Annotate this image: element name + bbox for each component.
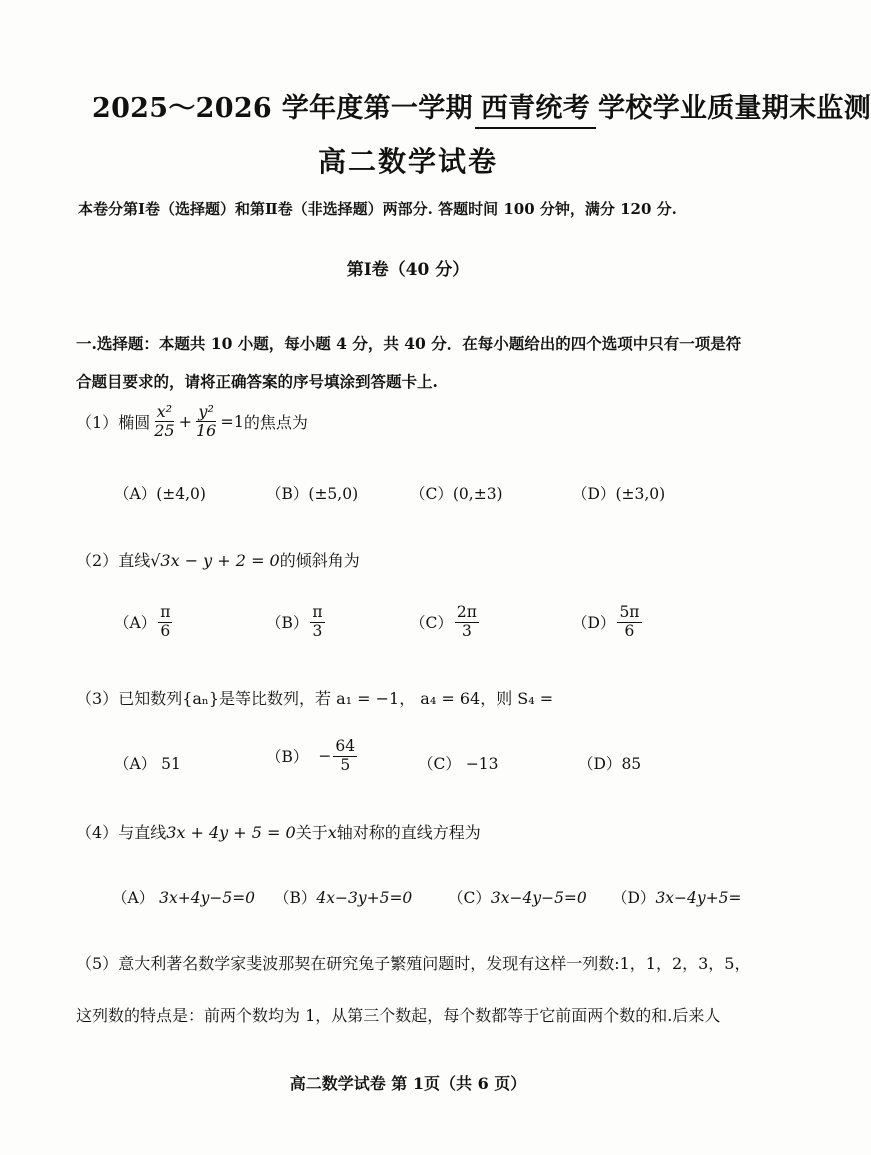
q4-expression: 3x + 4y + 5 = 0: [166, 823, 296, 842]
q3-option-c: （C） −13: [418, 755, 499, 773]
question-2: [76, 548, 360, 571]
q1-frac1-den: 25: [154, 421, 175, 441]
question-4: [76, 820, 481, 843]
q4-option-d: （D）3x−4y+5=: [612, 889, 742, 907]
q4-option-b: （B）4x−3y+5=0: [274, 889, 413, 907]
q1-fraction-x: [152, 403, 176, 441]
q1-fraction-y: [194, 403, 218, 441]
q2-option-c: （C） $\frac{2\pi}{3}$: [410, 603, 477, 640]
q3-option-a: （A） 51: [114, 755, 181, 773]
q4-axis: x: [327, 823, 337, 842]
q4-option-a: （A） 3x+4y−5=0: [112, 889, 256, 907]
q2-prefix: 直线: [118, 551, 151, 570]
title-suffix: 学校学业质量期末监测: [598, 93, 871, 124]
page-footer: 高二数学试卷 第 1页（共 6 页）: [289, 1074, 527, 1093]
exam-title: [92, 86, 871, 129]
exam-subtitle: 高二数学试卷: [317, 145, 498, 178]
title-prefix: 2025～2026 学年度第一学期: [92, 93, 473, 124]
q2-option-a: （A） $\frac{\pi}{6}$: [114, 603, 171, 640]
q1-option-b: （B）(±5,0): [266, 485, 359, 503]
q3-text: 已知数列{aₙ}是等比数列，若 a₁ = −1， a₄ = 64，则 S₄ =: [118, 689, 554, 708]
section1-line1: 一.选择题：本题共 10 小题，每小题 4 分，共 40 分．在每小题给出的四个选项中只有一项是符: [76, 334, 742, 353]
q1-prefix: 椭圆: [118, 413, 151, 433]
q1-plus: +: [178, 412, 192, 432]
q4-prefix: 与直线: [118, 823, 167, 842]
q2-option-b: （B） $\frac{\pi}{3}$: [266, 603, 323, 640]
q5-line1: 意大利著名数学家斐波那契在研究兔子繁殖问题时，发现有这样一列数:1，1，2，3，5，: [118, 954, 751, 973]
q2-number: （2）: [76, 551, 119, 570]
q4-option-c: （C）3x−4y−5=0: [448, 889, 587, 907]
q2-option-d: （D） $\frac{5\pi}{6}$: [572, 603, 640, 640]
q1-option-d: （D）(±3,0): [572, 485, 666, 503]
q1-frac1-num: x²: [156, 402, 173, 421]
question-3: [76, 686, 553, 709]
q5-number: （5）: [76, 954, 119, 973]
q4-middle: 关于: [295, 823, 328, 842]
q4-number: （4）: [76, 823, 119, 842]
q1-option-a: （A）(±4,0): [114, 485, 206, 503]
section1-line2: 合题目要求的，请将正确答案的序号填涂到答题卡上.: [76, 372, 438, 391]
q2-expression: √3x − y + 2 = 0: [150, 551, 280, 570]
q1-equals: =1: [220, 412, 244, 432]
q2-suffix: 的倾斜角为: [279, 551, 360, 570]
exam-intro: 本卷分第Ⅰ卷（选择题）和第Ⅱ卷（非选择题）两部分. 答题时间 100 分钟，满分 120 分.: [78, 200, 677, 218]
q1-frac2-den: 16: [195, 421, 217, 441]
q1-frac2-num: y²: [198, 402, 214, 421]
q1-number: （1）: [76, 413, 119, 433]
q3-option-d: （D）85: [578, 755, 642, 773]
q1-suffix: 的焦点为: [243, 413, 308, 433]
question-1: [76, 403, 308, 441]
q4-suffix: 轴对称的直线方程为: [336, 823, 481, 842]
part1-heading: 第Ⅰ卷（40 分）: [346, 260, 470, 280]
q1-option-c: （C）(0,±3): [410, 485, 503, 503]
q5-line2: 这列数的特点是：前两个数均为 1，从第三个数起，每个数都等于它前面两个数的和.后来人: [76, 1006, 721, 1025]
q3-number: （3）: [76, 689, 119, 708]
q3-option-b: （B） − $\frac{64}{5}$: [266, 737, 356, 774]
question-5-line1: [76, 951, 750, 974]
school-name: 西青统考: [475, 86, 596, 129]
